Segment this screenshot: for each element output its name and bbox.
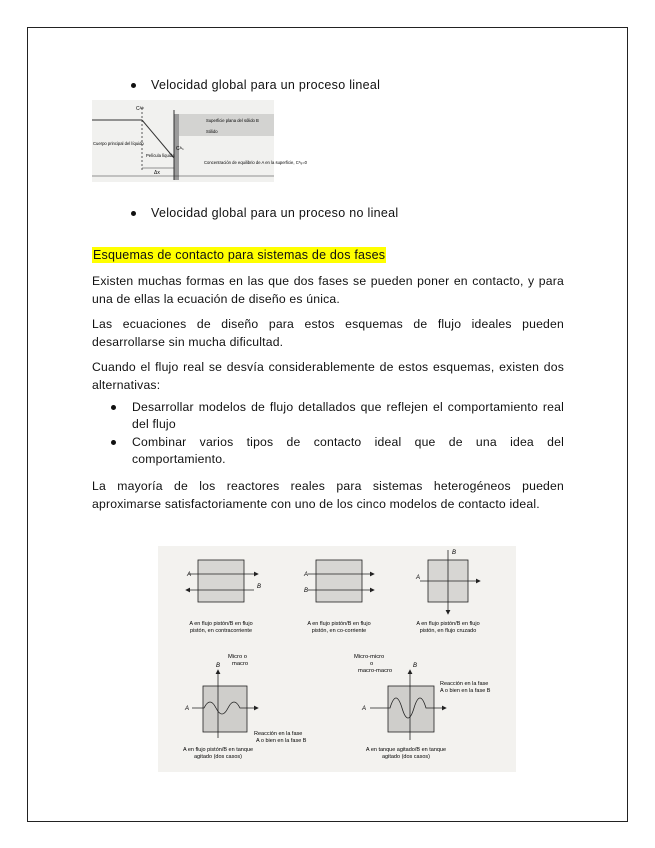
model-mixed-mixed — [354, 654, 491, 760]
micro-label-b: macro — [232, 661, 249, 667]
label-a: A — [187, 572, 192, 578]
list-item-text: Desarrollar modelos de flujo detallados que reflejen el comportamiento real del flujo — [132, 400, 564, 431]
micro-micro-a: Micro-micro — [354, 654, 385, 660]
caption-3a: A en flujo pistón/B en flujo — [416, 621, 480, 627]
label-film: Película líquida — [146, 153, 175, 158]
label-cb: Cᴬᵇ — [136, 106, 144, 112]
label-b: B — [452, 550, 457, 556]
label-b: B — [413, 663, 418, 669]
label-a: A — [416, 575, 421, 581]
bullet-linear — [131, 78, 380, 92]
paragraph-3: Cuando el flujo real se desvía considerablemente de estos esquemas, existen dos alternativas: — [92, 360, 564, 392]
label-a: A — [304, 572, 309, 578]
caption-5a: A en tanque agitado/B en tanque — [365, 747, 447, 753]
label-solid: Sólido — [206, 129, 218, 134]
caption-1a: A en flujo pistón/B en flujo — [189, 621, 253, 627]
label-a: A — [362, 706, 367, 712]
paragraph-2: Las ecuaciones de diseño para estos esquemas de flujo ideales pueden desarrollarse sin mucha dificultad. — [92, 317, 564, 349]
list-bullet — [111, 405, 116, 410]
caption-4a: A en flujo pistón/B en tanque — [182, 747, 254, 753]
reaction-label-2a: Reacción en la fase — [440, 681, 489, 687]
caption-1b: pistón, en contracorriente — [189, 628, 253, 634]
bullet-linear-text: Velocidad global para un proceso lineal — [151, 78, 381, 92]
label-body: Cuerpo principal del líquido — [93, 141, 144, 146]
model-plug-mixed — [183, 654, 307, 760]
label-b: B — [216, 663, 221, 669]
figure-linear-svg — [92, 100, 307, 182]
caption-4b: agitado (dos casos) — [194, 754, 242, 760]
caption-2b: pistón, en co-corriente — [311, 628, 367, 634]
figure-contact-svg — [158, 546, 516, 772]
caption-3b: pistón, en flujo cruzado — [419, 628, 477, 634]
label-conc: Concentración de equilibrio de A en la superficie, Cᴬₑ=0 — [204, 160, 307, 165]
list-item-text: Combinar varios tipos de contacto ideal que de una idea del comportamiento. — [132, 435, 564, 466]
bullet-nonlinear-text: Velocidad global para un proceso no lineal — [151, 206, 399, 220]
figure-contact-models — [158, 546, 516, 772]
caption-2a: A en flujo pistón/B en flujo — [307, 621, 371, 627]
micro-label-a: Micro o — [228, 654, 248, 660]
figure-linear-process — [92, 100, 307, 182]
model-countercurrent — [186, 560, 261, 634]
label-dx: Δx — [154, 170, 160, 176]
section-heading: Esquemas de contacto para sistemas de dos fases — [93, 248, 386, 262]
label-b: B — [304, 588, 309, 594]
reaction-label-1b: A o bien en la fase B — [256, 738, 307, 744]
label-surface: Superficie plana del sólido B — [206, 118, 259, 123]
caption-5b: agitado (dos casos) — [382, 754, 430, 760]
paragraph-1: Existen muchas formas en las que dos fases se pueden poner en contacto, y para una de ellas la ecuación de diseño es única. — [92, 274, 564, 306]
label-a: A — [185, 706, 190, 712]
list-item — [108, 434, 564, 468]
alternatives-list — [108, 399, 564, 469]
bullet-dot — [131, 211, 136, 216]
micro-micro-c: macro-macro — [358, 668, 393, 674]
label-cas: Cᴬₛ — [176, 146, 184, 152]
reaction-label-2b: A o bien en la fase B — [440, 688, 491, 694]
micro-micro-b: o — [370, 661, 374, 667]
reaction-label-1a: Reacción en la fase — [254, 731, 303, 737]
bullet-nonlinear — [131, 206, 399, 220]
label-b: B — [257, 584, 262, 590]
bullet-dot — [131, 83, 136, 88]
model-cocurrent — [303, 560, 374, 634]
paragraph-4: La mayoría de los reactores reales para sistemas heterogéneos pueden aproximarse satisfactoriamente con uno de los cinco modelos de contacto ideal. — [92, 479, 564, 511]
model-crossflow — [415, 550, 480, 634]
list-bullet — [111, 440, 116, 445]
list-item — [108, 399, 564, 433]
